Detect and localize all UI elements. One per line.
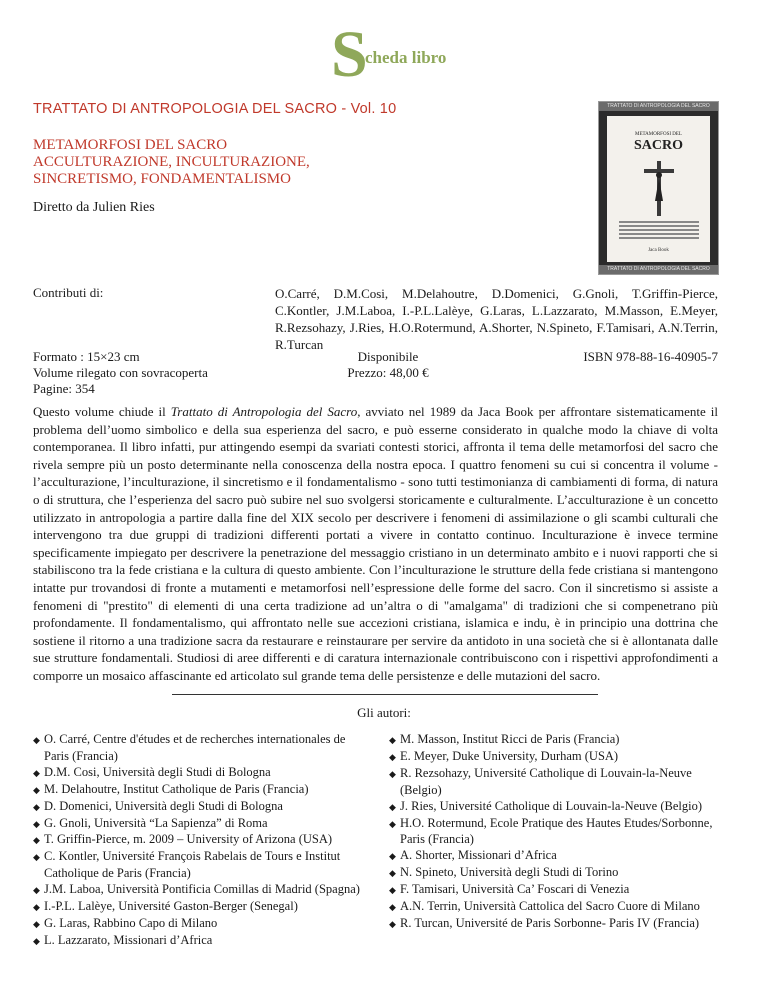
author-text: A. Shorter, Missionari d’Africa [400, 848, 557, 863]
author-text: L. Lazzarato, Missionari d’Africa [44, 932, 213, 947]
author-text: J.M. Laboa, Università Pontificia Comillas di Madrid (Spagna) [44, 882, 360, 897]
author-text: G. Laras, Rabbino Capo di Milano [44, 915, 218, 930]
authors-title: Gli autori: [357, 705, 411, 720]
authors-list-right [389, 732, 724, 933]
author-item [33, 933, 368, 950]
author-text: O. Carré, Centre d'études et de recherches internationales de Paris (Francia) [44, 732, 346, 763]
author-text: G. Gnoli, Università “La Sapienza” di Roma [44, 815, 268, 830]
diamond-bullet-icon: ◆ [389, 751, 396, 762]
diamond-bullet-icon: ◆ [389, 768, 396, 779]
volume-title [33, 137, 553, 188]
cover-subtitle: METAMORFOSI DEL [635, 132, 682, 137]
diamond-bullet-icon: ◆ [389, 818, 396, 829]
author-item [33, 832, 368, 849]
author-text: R. Rezsohazy, Université Catholique di Louvain-la-Neuve (Belgio) [400, 765, 692, 797]
author-item [389, 865, 724, 882]
author-item [33, 899, 368, 916]
author-text: I.-P.L. Lalèye, Université Gaston-Berger (Senegal) [44, 899, 298, 914]
cover-inner [607, 116, 710, 262]
scheda-libro-logo [331, 18, 451, 91]
diamond-bullet-icon: ◆ [33, 852, 40, 863]
abstract-paragraph [33, 403, 718, 685]
format-line: Volume rilegato con sovracoperta [33, 365, 208, 380]
isbn: ISBN 978-88-16-40905-7 [583, 349, 718, 364]
author-item [33, 849, 368, 882]
author-item [33, 799, 368, 816]
author-text: E. Meyer, Duke University, Durham (USA) [400, 748, 619, 763]
abstract-text: , avviato nel 1989 da Jaca Book per affrontare sistematicamente il problema dell’uomo simbolico e della sua esperienza del sacro, e può esserne considerato in qualche modo la chiave di volta contemporanea. Il libro infatti, pur attingendo esempi da svariati contesti storici, affronta il tema delle metamorfosi del sacro che rivela sempre più un posto determinante nella conoscenza della nostra epoca. I quattro fenomeni su cui si concentra il volume - l’acculturazione, l’inculturazione, il sincretismo e il fondamentalismo - sono tutti testimonianza di cambiamenti di forma, di natura o di struttura, che l’esperienza del sacro può subire nel suo svolgersi storicamente e culturalmente. L’acculturazione è un concetto utilizzato in antropologia a partire dalla fine del XIX secolo per descrivere i fenomeni di assimilazione o gli scambi culturali che intervengono tra due gruppi di tradizioni differenti portati a vivere in contatto continuo. Inculturazione è invece termine specificamente impiegato per descrivere la penetrazione del messaggio cristiano in un determinato ambito e i nuovi rapporti che si stabiliscono tra la fede cristiana e la cultura di questo ambiente. Con l’inculturazione le strutture della fede cristiana si mantengono intatte pur trovandosi di fronte a mutamenti e metamorfosi nell’espressione delle forme del sacro. Con il sincretismo si assiste a fenomeni di "prestito" di elementi di una certa tradizione ad un’altra o di "amalgama" di tradizioni che si compenetrano più profondamente. Il fondamentalismo, qui affrontato nelle sue accezioni cristiana, islamica e indu, è in principio una dottrina che sostiene il ritorno a una tradizione sacra da restaurare e reinstaurare per servire da antidoto in una società che si è allontanata dalle sue strutture fondamentali. Studiosi di aree differenti e di caratura internazionale contribuiscono con i rispettivi approfondimenti a comporre un mosaico affascinante ed articolato sul grande tema delle persistenze e delle mutazioni del sacro. [33, 404, 718, 683]
availability-status: Disponibile [357, 349, 419, 364]
cover-title: SACRO [633, 138, 683, 153]
format-info [33, 349, 208, 397]
author-item [389, 899, 724, 916]
author-item [33, 732, 368, 765]
author-item [33, 882, 368, 899]
cover-text-lines [619, 221, 699, 243]
format-line: Pagine: 354 [33, 381, 95, 396]
abstract-text: Questo volume chiude il [33, 404, 171, 419]
author-text: M. Masson, Institut Ricci de Paris (Francia) [400, 732, 620, 746]
author-text: D.M. Cosi, Università degli Studi di Bologna [44, 764, 271, 779]
author-text: F. Tamisari, Università Ca’ Foscari di Venezia [400, 882, 630, 897]
volume-title-line: SINCRETISMO, FONDAMENTALISMO [33, 171, 291, 187]
author-text: C. Kontler, Université François Rabelais de Tours e Institut Catholique de Paris (Francia) [44, 849, 341, 881]
abstract-italic-title: Trattato di Antropologia del Sacro [170, 404, 358, 419]
diamond-bullet-icon: ◆ [389, 868, 396, 879]
diamond-bullet-icon: ◆ [33, 767, 40, 778]
author-item [33, 765, 368, 782]
author-text: A.N. Terrin, Università Cattolica del Sacro Cuore di Milano [400, 899, 700, 914]
contributors-label: Contributi di: [33, 285, 104, 300]
author-item [389, 749, 724, 766]
diamond-bullet-icon: ◆ [33, 902, 40, 913]
volume-title-line: ACCULTURAZIONE, INCULTURAZIONE, [33, 154, 310, 170]
book-cover-image [598, 101, 719, 275]
price: Prezzo: 48,00 € [347, 365, 429, 380]
cover-band-top: TRATTATO DI ANTROPOLOGIA DEL SACRO [599, 102, 718, 111]
availability-info [338, 349, 438, 381]
author-item [389, 799, 724, 816]
cover-band-bottom: TRATTATO DI ANTROPOLOGIA DEL SACRO [599, 265, 718, 274]
diamond-bullet-icon: ◆ [33, 835, 40, 846]
author-item [33, 916, 368, 933]
diamond-bullet-icon: ◆ [389, 885, 396, 896]
author-text: D. Domenici, Università degli Studi di Bologna [44, 798, 283, 813]
author-text: H.O. Rotermund, Ecole Pratique des Hautes Etudes/Sorbonne, Paris (Francia) [400, 815, 713, 847]
diamond-bullet-icon: ◆ [33, 885, 40, 896]
diamond-bullet-icon: ◆ [33, 918, 40, 929]
diamond-bullet-icon: ◆ [33, 735, 40, 745]
director: Diretto da Julien Ries [33, 200, 155, 215]
diamond-bullet-icon: ◆ [389, 902, 396, 913]
diamond-bullet-icon: ◆ [33, 935, 40, 946]
author-item [389, 916, 724, 933]
author-text: R. Turcan, Université de Paris Sorbonne- Paris IV (Francia) [400, 915, 700, 930]
author-item [389, 766, 724, 799]
author-item [389, 848, 724, 865]
author-text: J. Ries, Université Catholique di Louvain-la-Neuve (Belgio) [400, 798, 703, 813]
author-item [389, 816, 724, 849]
author-item [389, 732, 724, 749]
diamond-bullet-icon: ◆ [389, 851, 396, 862]
contributors-list: O.Carré, D.M.Cosi, M.Delahoutre, D.Domenici, G.Gnoli, T.Griffin-Pierce, C.Kontler, J.M.Laboa, I.-P.L.Lalèye, G.Laras, L.Lazzarato, M.Masson, E.Meyer, R.Rezsohazy, J.Ries, H.O.Rotermund, A.Shorter, N.Spineto, F.Tamisari, A.N.Terrin, R.Turcan [275, 286, 718, 352]
diamond-bullet-icon: ◆ [33, 818, 40, 829]
author-text: M. Delahoutre, Institut Catholique de Paris (Francia) [44, 781, 309, 796]
format-line: Formato : 15×23 cm [33, 349, 140, 364]
divider [172, 694, 598, 695]
author-item [33, 782, 368, 799]
diamond-bullet-icon: ◆ [389, 735, 396, 745]
diamond-bullet-icon: ◆ [389, 801, 396, 812]
cover-publisher: Jaca Book [648, 248, 669, 253]
logo-letter: S [331, 18, 368, 91]
diamond-bullet-icon: ◆ [33, 801, 40, 812]
author-item [33, 816, 368, 833]
author-text: T. Griffin-Pierce, m. 2009 – University of Arizona (USA) [44, 832, 333, 847]
authors-list-left [33, 732, 368, 950]
logo-word: cheda libro [365, 48, 447, 67]
diamond-bullet-icon: ◆ [33, 784, 40, 795]
author-item [389, 882, 724, 899]
series-title: TRATTATO DI ANTROPOLOGIA DEL SACRO - Vol. 10 [33, 101, 397, 117]
volume-title-line: METAMORFOSI DEL SACRO [33, 137, 228, 153]
diamond-bullet-icon: ◆ [389, 918, 396, 929]
author-text: N. Spineto, Università degli Studi di Torino [400, 865, 619, 880]
crucifix-figure-icon [644, 161, 674, 216]
